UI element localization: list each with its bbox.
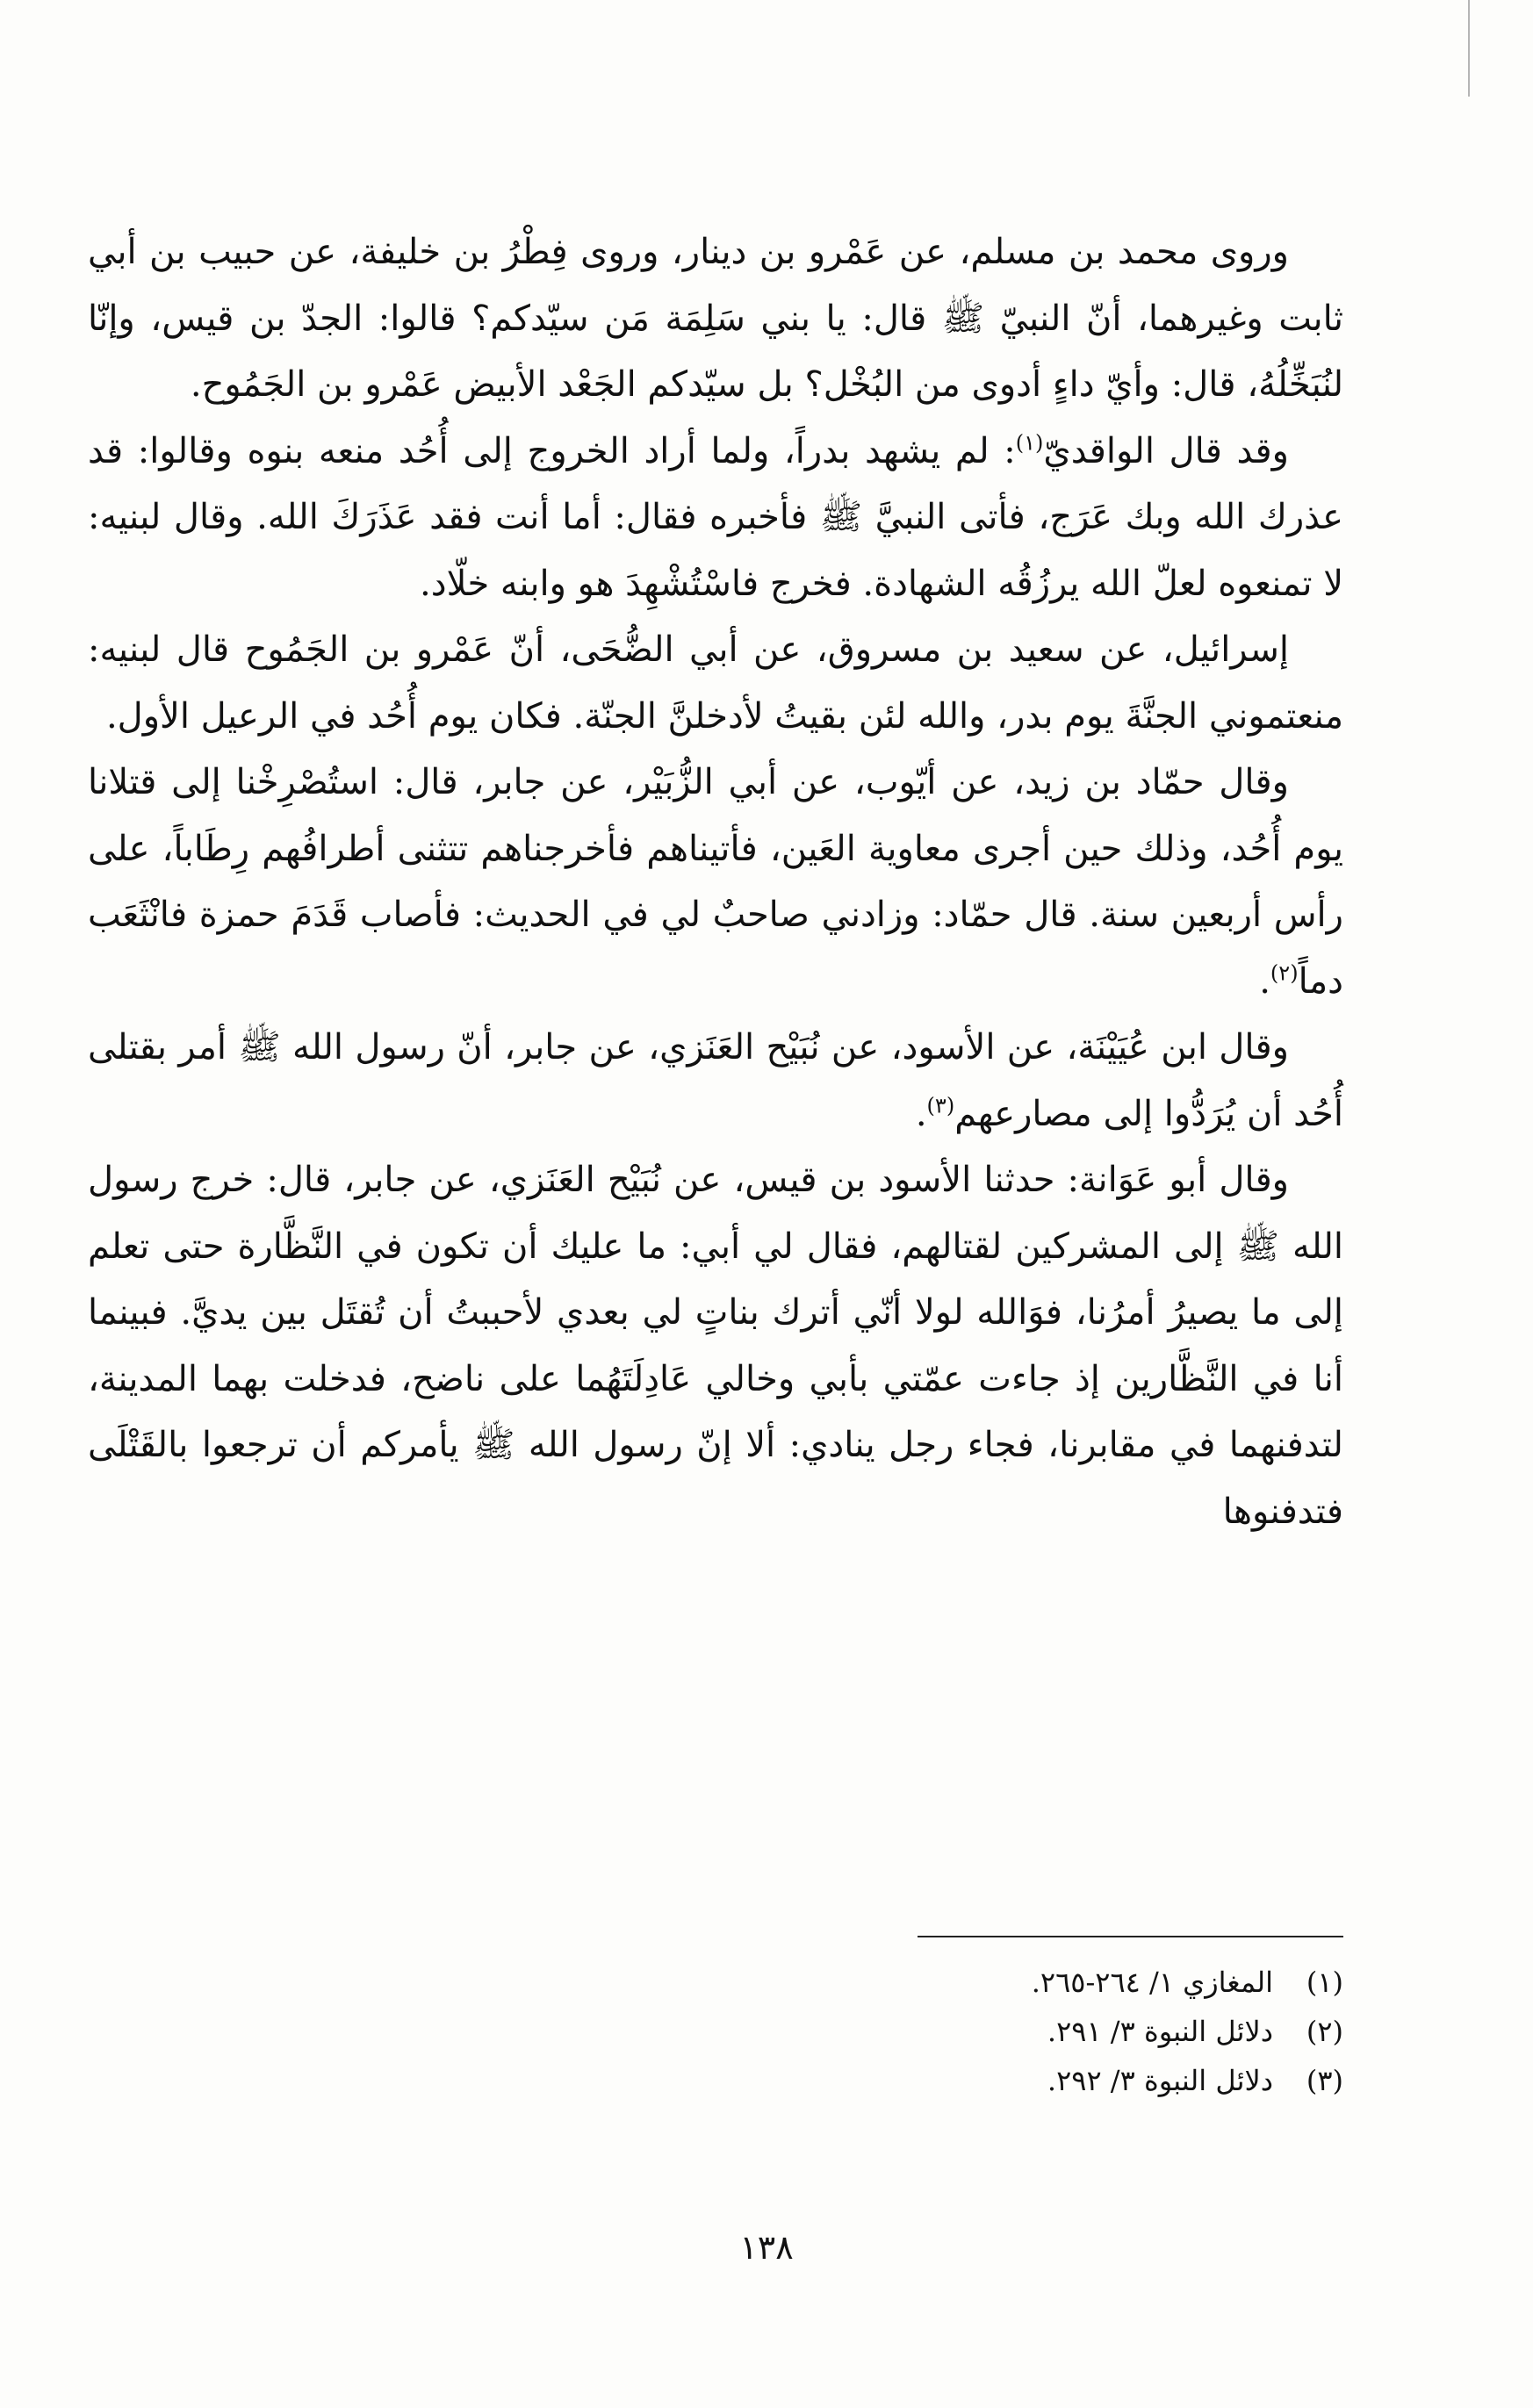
footnote-number: (٣) [1306,2064,1343,2097]
paragraph-text: إسرائيل، عن سعيد بن مسروق، عن أبي الضُّحَى، أنّ عَمْرو بن الجَمُوح قال لبنيه: منعتموني الجنَّةَ يوم بدر، والله لئن بقيتُ لأدخلنَّ الجنّة. فكان يوم أُحُد في الرعيل الأول. [88,629,1343,737]
footnote-item [88,2056,1343,2105]
main-text [88,219,1343,1545]
footnote-text: دلائل النبوة ٣/ ٢٩٢. [1047,2064,1273,2097]
footnote-number: (١) [1306,1966,1343,1999]
footnote-item [88,1958,1343,2007]
footnotes-list [88,1958,1343,2105]
footnote-text: المغازي ١/ ٢٦٤-٢٦٥. [1031,1966,1273,1999]
page-number: ١٣٨ [739,2228,794,2267]
footnote-divider [918,1936,1343,1937]
paragraph-text: وقال ابن عُيَيْنَة، عن الأسود، عن نُبَيْح العَنَزي، عن جابر، أنّ رسول الله ﷺ أمر بقتلى أُحُد أن يُرَدُّوا إلى مصارعهم [88,1027,1343,1134]
footnote-item [88,2007,1343,2056]
paragraph-text: : لم يشهد بدراً، ولما أراد الخروج إلى أُحُد منعه بنوه وقالوا: قد عذرك الله وبك عَرَج، فأتى النبيَّ ﷺ فأخبره فقال: أما أنت فقد عَذَرَكَ الله. وقال لبنيه: لا تمنعوه لعلّ الله يرزُقُه الشهادة. فخرج فاسْتُشْهِدَ هو وابنه خلّاد. [88,430,1343,604]
paragraph-text: وروى محمد بن مسلم، عن عَمْرو بن دينار، وروى فِطْرُ بن خليفة، عن حبيب بن أبي ثابت وغيرهما، أنّ النبيّ ﷺ قال: يا بني سَلِمَة مَن سيّدكم؟ قالوا: الجدّ بن قيس، وإنّا لنُبَخِّلُهُ، قال: وأيّ داءٍ أدوى من البُخْل؟ بل سيّدكم الجَعْد الأبيض عَمْرو بن الجَمُوح. [88,232,1343,405]
scan-edge-mark [1468,0,1470,97]
paragraph-abu-awana [88,1147,1343,1545]
footnote-ref-2: (٢) [1270,960,1299,986]
paragraph-amr-ibn-jamuh [88,219,1343,419]
footnote-number: (٢) [1306,2015,1343,2048]
paragraph-text: وقد قال الواقديّ [1043,430,1289,471]
paragraph-ibn-uyayna [88,1015,1343,1147]
footnote-text: دلائل النبوة ٣/ ٢٩١. [1047,2015,1273,2048]
paragraph-text: وقال حمّاد بن زيد، عن أيّوب، عن أبي الزُّبَيْر، عن جابر، قال: استُصْرِخْنا إلى قتلانا يوم أُحُد، وذلك حين أجرى معاوية العَين، فأتيناهم فأخرجناهم تتثنى أطرافُهم رِطَاباً، على رأس أربعين سنة. قال حمّاد: وزادني صاحبٌ لي في الحديث: فأصاب قَدَمَ حمزة فانْثَعَب دماً [88,762,1343,1002]
paragraph-waqidi [88,419,1343,618]
paragraph-israil [88,617,1343,750]
paragraph-text: . [915,1093,927,1134]
footnote-ref-1: (١) [1015,430,1044,456]
paragraph-text: وقال أبو عَوَانة: حدثنا الأسود بن قيس، عن نُبَيْح العَنَزي، عن جابر، قال: خرج رسول الله ﷺ إلى المشركين لقتالهم، فقال لي أبي: ما عليك أن تكون في النَّظَّارة حتى تعلم إلى ما يصيرُ أمرُنا، فوَالله لولا أنّي أترك بناتٍ لي بعدي لأحببتُ أن تُقتَل بين يديَّ. فبينما أنا في النَّظَّارين إذ جاءت عمّتي بأبي وخالي عَادِلَتَهُما على ناضح، فدخلت بهما المدينة، لتدفنهما في مقابرنا، فجاء رجل ينادي: ألا إنّ رسول الله ﷺ يأمركم أن ترجعوا بالقَتْلَى فتدفنوها [88,1160,1343,1532]
paragraph-hammad [88,750,1343,1015]
paragraph-text: . [1259,960,1270,1002]
footnote-ref-3: (٣) [926,1093,955,1118]
